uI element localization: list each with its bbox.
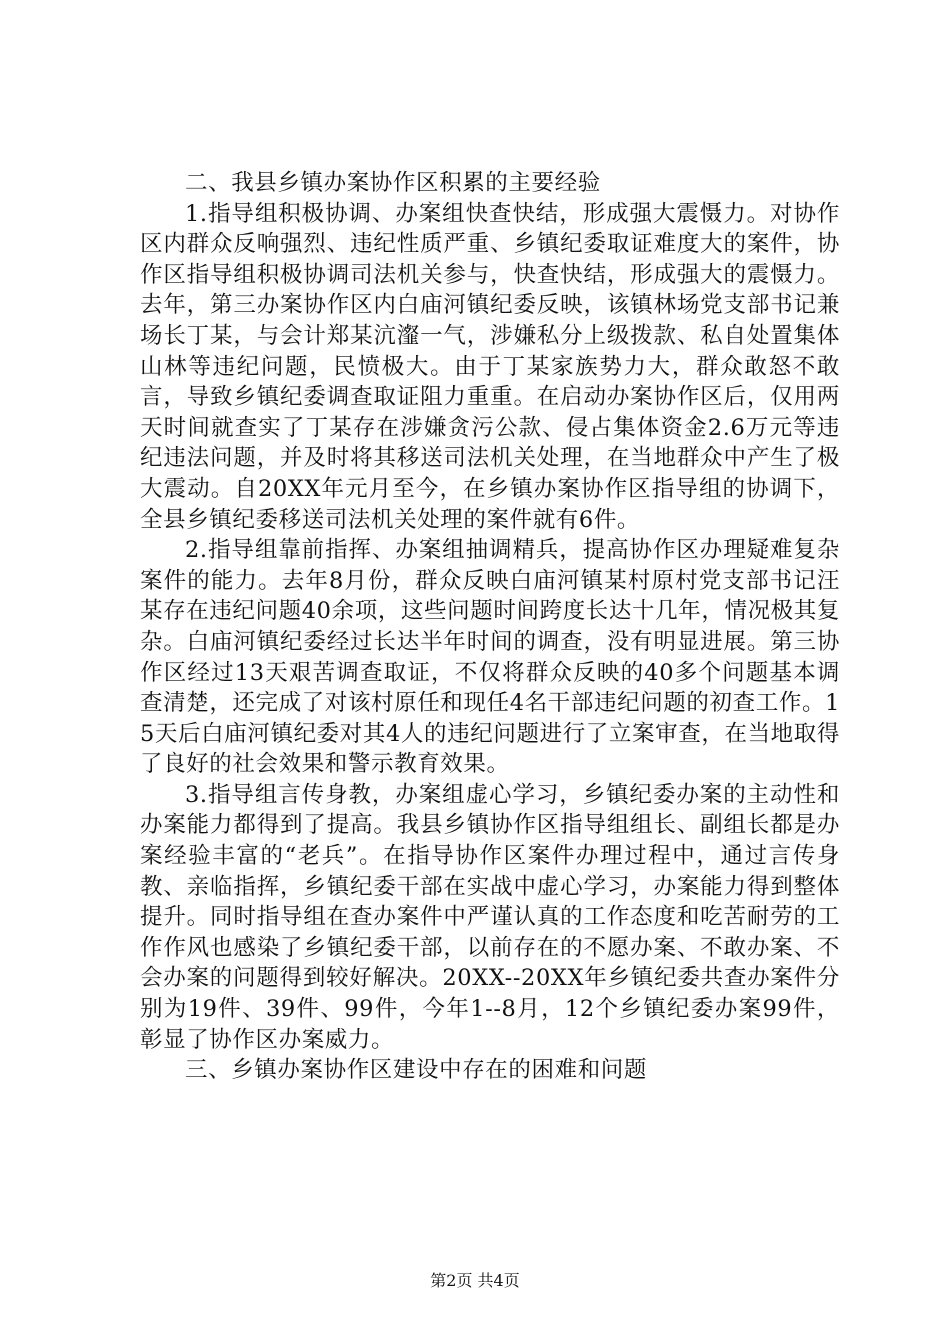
- page-footer: 第2页 共4页: [430, 1271, 520, 1290]
- paragraph-2: 2.指导组靠前指挥、办案组抽调精兵，提高协作区办理疑难复杂案件的能力。去年8月份，群众反映白庙河镇某村原村党支部书记汪某存在违纪问题40余项，这些问题时间跨度长达十几年，情况极其复杂。白庙河镇纪委经过长达半年时间的调查，没有明显进展。第三协作区经过13天艰苦调查取证，不仅将群众反映的40多个问题基本调查清楚，还完成了对该村原任和现任4名干部违纪问题的初查工作。15天后白庙河镇纪委对其4人的违纪问题进行了立案审查，在当地取得了良好的社会效果和警示教育效果。: [140, 537, 840, 778]
- document-body: [140, 168, 840, 1086]
- section-heading-2: 二、我县乡镇办案协作区积累的主要经验: [185, 170, 601, 196]
- paragraph-1: 1.指导组积极协调、办案组快查快结，形成强大震慑力。对协作区内群众反响强烈、违纪性质严重、乡镇纪委取证难度大的案件，协作区指导组积极协调司法机关参与，快查快结，形成强大的震慑力。去年，第三办案协作区内白庙河镇纪委反映，该镇林场党支部书记兼场长丁某，与会计郑某沆瀣一气，涉嫌私分上级拨款、私自处置集体山林等违纪问题，民愤极大。由于丁某家族势力大，群众敢怒不敢言，导致乡镇纪委调查取证阻力重重。在启动办案协作区后，仅用两天时间就查实了丁某存在涉嫌贪污公款、侵占集体资金2.6万元等违纪违法问题，并及时将其移送司法机关处理，在当地群众中产生了极大震动。自20XX年元月至今，在乡镇办案协作区指导组的协调下，全县乡镇纪委移送司法机关处理的案件就有6件。: [140, 200, 840, 533]
- section-heading-3: 三、乡镇办案协作区建设中存在的困难和问题: [185, 1057, 648, 1084]
- paragraph-3: 3.指导组言传身教，办案组虚心学习，乡镇纪委办案的主动性和办案能力都得到了提高。我县乡镇协作区指导组组长、副组长都是办案经验丰富的“老兵”。在指导协作区案件办理过程中，通过言传身教、亲临指挥，乡镇纪委干部在实战中虚心学习，办案能力得到整体提升。同时指导组在查办案件中严谨认真的工作态度和吃苦耐劳的工作作风也感染了乡镇纪委干部，以前存在的不愿办案、不敢办案、不会办案的问题得到较好解决。20XX--20XX年乡镇纪委共查办案件分别为19件、39件、99件，今年1--8月，12个乡镇纪委办案99件，彰显了协作区办案威力。: [140, 781, 840, 1053]
